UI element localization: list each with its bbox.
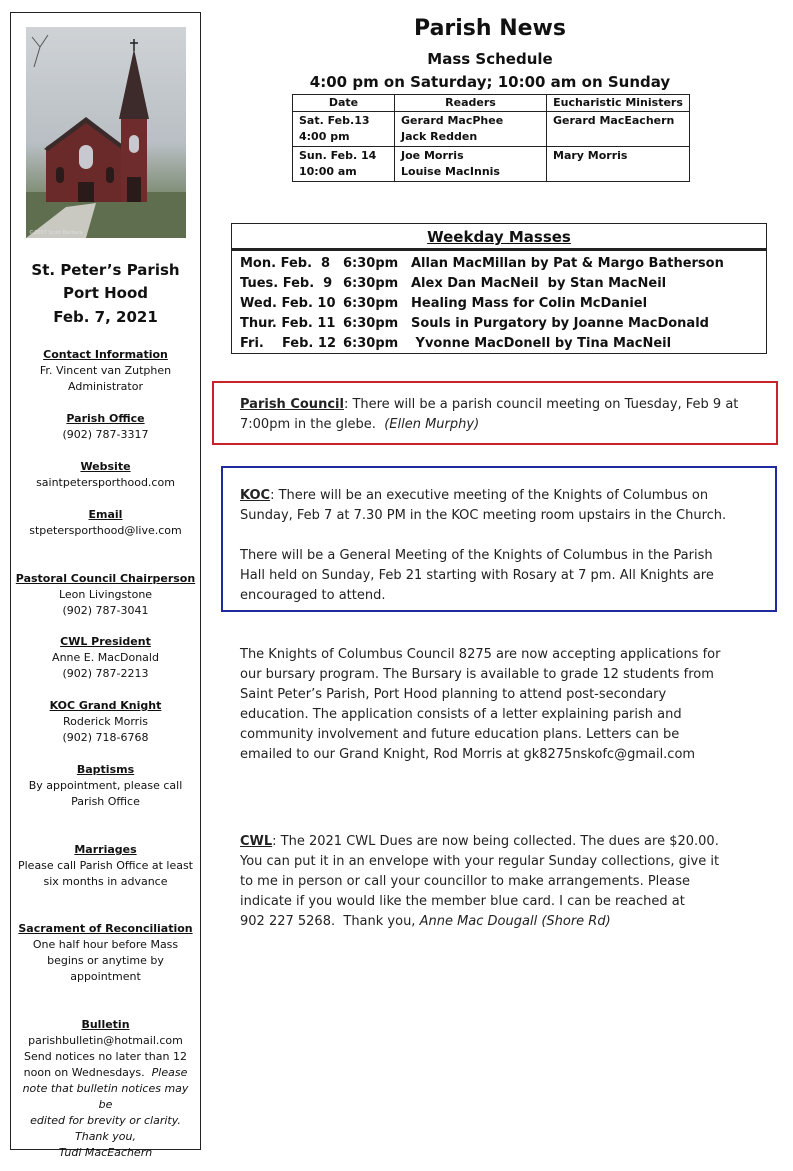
baptisms-line2: Parish Office [71, 795, 140, 808]
bulletin-line3 [15, 1065, 196, 1081]
baptisms-heading: Baptisms [76, 763, 135, 776]
column-header-readers: Readers [395, 95, 547, 112]
contact-section [15, 347, 196, 395]
weekday-intention: Souls in Purgatory by Joanne MacDonald [411, 316, 709, 331]
row-date [293, 112, 395, 147]
column-header-date: Date [293, 95, 395, 112]
pastoral-section [15, 571, 196, 619]
weekday-masses [231, 223, 767, 355]
reconciliation-heading: Sacrament of Reconciliation [18, 922, 193, 935]
row-date-time: 4:00 pm [299, 130, 350, 143]
contact-role: Administrator [68, 380, 143, 393]
weekday-time: 6:30pm [343, 256, 399, 271]
row-readers [395, 112, 547, 147]
marriages-line2: six months in advance [43, 875, 168, 888]
parish-council-author: (Ellen Murphy) [384, 417, 480, 432]
bursary-line6: emailed to our Grand Knight, Rod Morris at gk8275nskofc@gmail.com [240, 747, 696, 762]
koc-line1: : There will be an executive meeting of the Knights of Columbus on [270, 488, 709, 503]
sidebar [10, 12, 201, 1159]
marriages-line1: Please call Parish Office at least [17, 859, 193, 872]
row-minister: Gerard MacEachern [547, 112, 690, 147]
bulletin-line7: Tudi MacEachern [58, 1146, 153, 1159]
parish-name: St. Peter’s Parish [31, 261, 180, 279]
church-photo [26, 27, 186, 238]
bulletin-line3-plain: noon on Wednesdays. [23, 1066, 145, 1079]
email-section [15, 507, 196, 539]
row-reader: Louise MacInnis [401, 165, 500, 178]
reconciliation-section [15, 921, 196, 985]
baptisms-line1: By appointment, please call [28, 779, 183, 792]
pastoral-name: Leon Livingstone [58, 588, 153, 601]
list-item [240, 274, 766, 294]
row-date-day: Sun. Feb. 14 [299, 149, 377, 162]
weekday-day: Fri. Feb. 12 [240, 336, 336, 351]
reconciliation-line1: One half hour before Mass [32, 938, 179, 951]
marriages-heading: Marriages [74, 843, 137, 856]
photo-caption: ©2007 Scott Barbara [29, 230, 83, 236]
mass-schedule-times: 4:00 pm on Saturday; 10:00 am on Sunday [309, 73, 671, 91]
contact-name: Fr. Vincent van Zutphen [39, 364, 172, 377]
weekday-day: Thur. Feb. 11 [240, 316, 336, 331]
bursary-line3: Saint Peter’s Parish, Port Hood planning to attend post-secondary [240, 687, 667, 702]
email-link[interactable]: stpetersporthood@live.com [29, 524, 182, 537]
weekday-intention: Yvonne MacDonell by Tina MacNeil [411, 336, 672, 351]
pastoral-phone: (902) 787-3041 [62, 604, 149, 617]
office-phone: (902) 787-3317 [62, 428, 149, 441]
parish-council-notice [240, 395, 760, 435]
weekday-heading-text: Weekday Masses [427, 228, 571, 246]
cwl-line3: to me in person or call your councillor to make arrangements. Please [240, 874, 691, 889]
parish-location: Port Hood [63, 284, 148, 302]
table-header-row [293, 95, 690, 112]
website-heading: Website [80, 460, 131, 473]
bursary-line1: The Knights of Columbus Council 8275 are now accepting applications for [240, 647, 721, 662]
row-minister: Mary Morris [547, 147, 690, 182]
parish-council-line2: 7:00pm in the glebe. [240, 417, 385, 432]
weekday-list [231, 249, 767, 354]
website-section [15, 459, 196, 491]
website-link[interactable]: saintpetersporthood.com [36, 476, 175, 489]
page-title: Parish News [414, 16, 566, 41]
bursary-line4: education. The application consists of a letter explaining parish and [240, 707, 682, 722]
bursary-notice [240, 645, 760, 765]
row-date-time: 10:00 am [299, 165, 357, 178]
cwl-notice [240, 832, 760, 932]
bulletin-email[interactable]: parishbulletin@hotmail.com [28, 1034, 183, 1047]
parish-council-line1: : There will be a parish council meeting on Tuesday, Feb 9 at [343, 397, 739, 412]
email-heading: Email [88, 508, 123, 521]
koc-section [15, 698, 196, 746]
cwl-line5: 902 227 5268. Thank you, [240, 914, 420, 929]
weekday-intention: Alex Dan MacNeil by Stan MacNeil [411, 276, 667, 291]
cwl-section [15, 634, 196, 682]
mass-schedule-table [292, 94, 690, 182]
cwl-heading: CWL President [60, 635, 151, 648]
bulletin-date: Feb. 7, 2021 [53, 308, 158, 326]
bursary-line2: our bursary program. The Bursary is available to grade 12 students from [240, 667, 714, 682]
weekday-day: Tues. Feb. 9 [240, 276, 333, 291]
koc-line3: There will be a General Meeting of the Knights of Columbus in the Parish [240, 548, 713, 563]
row-reader: Gerard MacPhee [401, 114, 504, 127]
cwl-line1: : The 2021 CWL Dues are now being collected. The dues are $20.00. [272, 834, 719, 849]
weekday-intention: Healing Mass for Colin McDaniel [411, 296, 648, 311]
row-readers [395, 147, 547, 182]
cwl-line4: indicate if you would like the member blue card. I can be reached at [240, 894, 685, 909]
koc-notice [240, 486, 760, 526]
marriages-section [15, 842, 196, 890]
koc-label: KOC [240, 488, 271, 503]
column-header-ministers: Eucharistic Ministers [547, 95, 690, 112]
weekday-time: 6:30pm [343, 316, 399, 331]
list-item [240, 254, 766, 274]
bulletin-line2: Send notices no later than 12 [24, 1050, 187, 1063]
cwl-phone: (902) 787-2213 [62, 667, 149, 680]
bulletin-line3-italic: Please [151, 1066, 188, 1079]
bursary-line5: community involvement and future education plans. Letters can be [240, 727, 680, 742]
bulletin-line6: Thank you, [75, 1130, 136, 1143]
bulletin-line5: edited for brevity or clarity. [30, 1114, 181, 1127]
office-heading: Parish Office [66, 412, 145, 425]
row-reader: Joe Morris [401, 149, 464, 162]
list-item [240, 294, 766, 314]
weekday-time: 6:30pm [343, 336, 399, 351]
weekday-time: 6:30pm [343, 276, 399, 291]
weekday-day: Wed. Feb. 10 [240, 296, 336, 311]
church-illustration [26, 27, 186, 238]
cwl-label: CWL [240, 834, 273, 849]
list-item [240, 334, 766, 354]
koc-line5: encouraged to attend. [240, 588, 386, 603]
bulletin-heading: Bulletin [81, 1018, 130, 1031]
koc-heading: KOC Grand Knight [49, 699, 162, 712]
bulletin-line4: note that bulletin notices may be [22, 1082, 189, 1111]
koc-line2: Sunday, Feb 7 at 7.30 PM in the KOC meeting room upstairs in the Church. [240, 508, 727, 523]
weekday-day: Mon. Feb. 8 [240, 256, 331, 271]
cwl-author: Anne Mac Dougall (Shore Rd) [419, 914, 611, 929]
cwl-name: Anne E. MacDonald [52, 651, 159, 664]
weekday-time: 6:30pm [343, 296, 399, 311]
baptisms-section [15, 762, 196, 810]
bulletin-section [15, 1017, 196, 1161]
pastoral-heading: Pastoral Council Chairperson [15, 572, 196, 585]
koc-general-meeting [240, 546, 760, 606]
koc-name: Roderick Morris [63, 715, 148, 728]
cwl-line2: You can put it in an envelope with your regular Sunday collections, give it [240, 854, 720, 869]
row-reader: Jack Redden [401, 130, 478, 143]
table-row [293, 112, 690, 147]
row-date-day: Sat. Feb.13 [299, 114, 370, 127]
table-row [293, 147, 690, 182]
weekday-heading [231, 223, 767, 249]
weekday-intention: Allan MacMillan by Pat & Margo Batherson [411, 256, 724, 271]
contact-heading: Contact Information [43, 348, 168, 361]
row-date [293, 147, 395, 182]
reconciliation-line2: begins or anytime by [47, 954, 164, 967]
reconciliation-line3: appointment [70, 970, 141, 983]
mass-schedule-title: Mass Schedule [427, 50, 553, 68]
koc-line4: Hall held on Sunday, Feb 21 starting with Rosary at 7 pm. All Knights are [240, 568, 714, 583]
list-item [240, 314, 766, 334]
parish-council-label: Parish Council [240, 397, 344, 412]
koc-phone: (902) 718-6768 [62, 731, 149, 744]
office-section [15, 411, 196, 443]
